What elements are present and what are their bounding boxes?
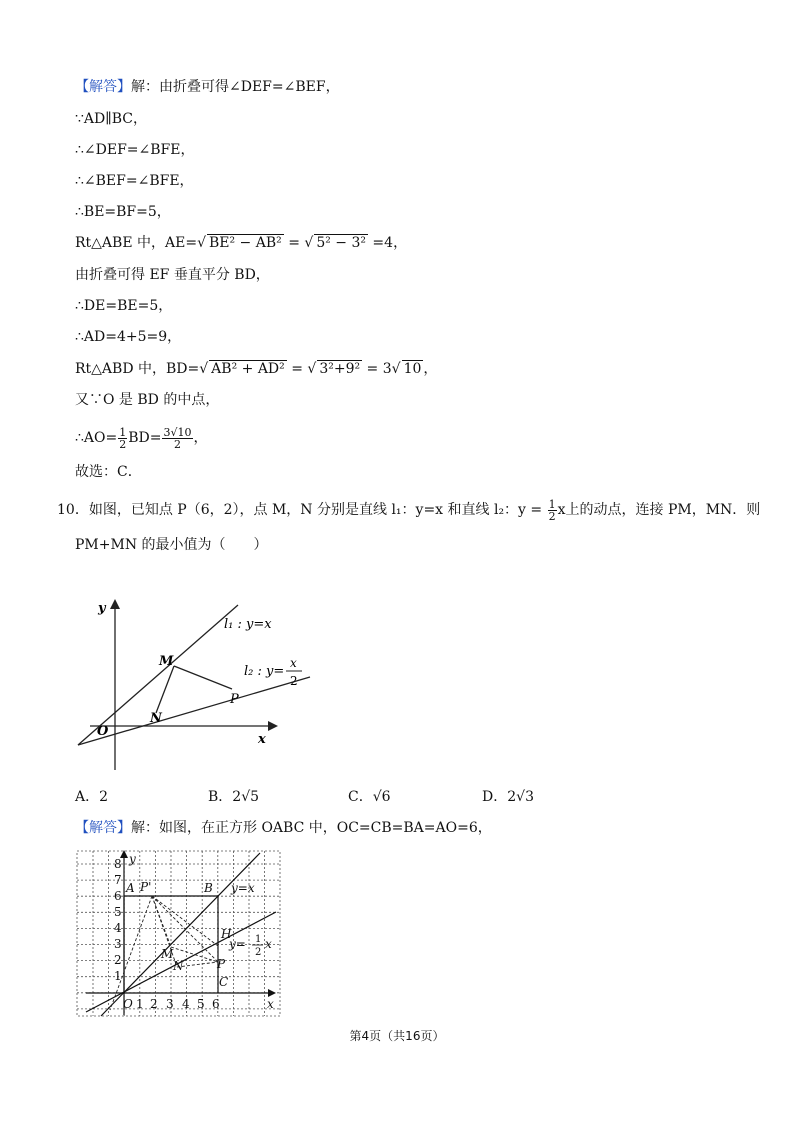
grid-border	[77, 851, 280, 1016]
solution-line-4: ∴∠BEF=∠BFE，	[75, 173, 194, 189]
line2-label: y=	[229, 937, 246, 951]
figure-2	[76, 850, 281, 1017]
y-tick: 2	[114, 953, 122, 967]
radicand: BE² − AB²	[208, 235, 282, 251]
solution-line-13: 故选：C．	[75, 464, 142, 480]
choice-b: B．2√5	[208, 789, 260, 805]
solution-line-3: ∴∠DEF=∠BFE，	[75, 142, 195, 158]
point-m-label: M	[159, 654, 174, 669]
point-n-label: N	[173, 959, 184, 973]
solution-line-11: 又∵O 是 BD 的中点，	[75, 392, 220, 408]
choice-a: A．2	[75, 789, 109, 805]
line2-suffix: x	[265, 937, 272, 951]
segment-mn	[156, 666, 174, 713]
answer-tag: 【解答】	[75, 820, 131, 836]
y-tick: 5	[114, 905, 122, 919]
dashed-p-prime-h	[152, 896, 218, 946]
point-p-label: P	[230, 692, 239, 707]
point-p-prime-label: P'	[140, 880, 152, 894]
radicand: 10	[403, 361, 422, 377]
equals: =	[286, 361, 308, 377]
x-tick: 3	[166, 997, 174, 1011]
choice-d: D．2√3	[482, 789, 534, 805]
choice-c: C．√6	[348, 789, 391, 805]
question-10	[57, 497, 760, 523]
radicand: 3²+9²	[319, 361, 361, 377]
x-tick: 4	[182, 997, 190, 1011]
line-l2	[78, 677, 310, 745]
equals: =	[283, 235, 305, 251]
formula-suffix: ，	[423, 361, 438, 377]
segment-mp	[174, 666, 232, 689]
line2-frac-num: 1	[255, 934, 262, 945]
radical-sign: √	[197, 235, 206, 251]
answer-tag: 【解答】	[75, 79, 131, 95]
x-tick: 6	[212, 997, 220, 1011]
solution-line-1	[75, 77, 340, 97]
solution-text: 解：如图，在正方形 OABC 中，OC=CB=BA=AO=6，	[131, 820, 492, 836]
y-tick: 8	[114, 857, 122, 871]
x-axis-arrow-icon	[268, 989, 276, 997]
formula-prefix: ∴AO=	[75, 430, 118, 446]
formula-mid: BD=	[128, 430, 162, 446]
x-axis-label: x	[258, 732, 266, 747]
equals: = 3	[362, 361, 392, 377]
x-tick: 2	[150, 997, 158, 1011]
radical-sign: √	[304, 235, 314, 251]
figure-1	[70, 595, 320, 770]
radicand: 5² − 3²	[316, 235, 366, 251]
radical-sign: √	[199, 361, 209, 377]
line-l2-label: l₂ : y=	[244, 664, 285, 679]
origin-label: O	[97, 724, 109, 739]
line1-label: y=x	[231, 881, 255, 895]
fraction: $\frac{3√10}{2}$	[163, 425, 192, 451]
x-tick-origin: O	[123, 997, 133, 1011]
solution-line-7: 由折叠可得 EF 垂直平分 BD，	[75, 267, 270, 283]
y-axis-label: y	[98, 601, 106, 616]
solution-text: 解：由折叠可得∠DEF=∠BEF，	[131, 79, 340, 95]
fraction: $\frac{1}{2}$	[119, 425, 127, 451]
radicand: AB² + AD²	[211, 361, 285, 377]
y-axis-arrow-icon	[110, 599, 120, 609]
y-tick: 1	[114, 969, 122, 983]
radical-sign: √	[307, 361, 317, 377]
fraction: $\frac{1}{2}$	[548, 497, 556, 523]
radical-sign: √	[391, 361, 401, 377]
y-tick: 6	[114, 889, 122, 903]
x-tick: 1	[136, 997, 144, 1011]
y-tick: 4	[114, 921, 122, 935]
grid	[77, 851, 280, 1016]
point-h-label: H	[221, 927, 232, 941]
l2-frac-num: x	[290, 656, 297, 670]
solution-line-5: ∴BE=BF=5，	[75, 204, 171, 220]
solution-line-2: ∵AD∥BC，	[75, 111, 147, 127]
question-number: 10．	[57, 502, 89, 518]
point-m-label: M	[161, 947, 174, 961]
y-axis-label: y	[129, 852, 136, 866]
question-10-line-2: PM+MN 的最小值为（ ）	[75, 537, 268, 553]
question-text-b: x上的动点，连接 PM，MN．则	[557, 502, 761, 518]
line-l1-label: l₁ : y=x	[224, 617, 272, 632]
solution-line-6	[75, 233, 407, 253]
point-b-label: B	[204, 881, 213, 895]
solution-line-10	[75, 359, 437, 379]
point-c-label: C	[219, 975, 229, 989]
x-axis-label: x	[267, 997, 274, 1011]
point-n-label: N	[150, 711, 162, 726]
question-text-a: 如图，已知点 P（6，2），点 M，N 分别是直线 l₁：y=x 和直线 l₂：y =	[88, 502, 547, 518]
point-p-label: P	[217, 957, 226, 971]
solution-b-line	[75, 818, 492, 838]
x-axis-arrow-icon	[268, 721, 278, 731]
y-tick: 3	[114, 937, 122, 951]
y-tick: 7	[114, 873, 122, 887]
line2-frac-den: 2	[255, 947, 262, 958]
point-a-label: A	[126, 881, 135, 895]
formula-prefix: Rt△ABD 中，BD=	[75, 361, 200, 377]
solution-line-12	[75, 425, 208, 451]
formula-suffix: ，	[193, 430, 208, 446]
formula-suffix: =4，	[367, 235, 408, 251]
solution-line-9: ∴AD=4+5=9，	[75, 329, 182, 345]
solution-line-8: ∴DE=BE=5，	[75, 298, 173, 314]
formula-prefix: Rt△ABE 中，AE=	[75, 235, 198, 251]
page-footer: 第4页（共16页）	[349, 1029, 445, 1043]
x-tick: 5	[197, 997, 205, 1011]
l2-frac-den: 2	[290, 674, 298, 688]
